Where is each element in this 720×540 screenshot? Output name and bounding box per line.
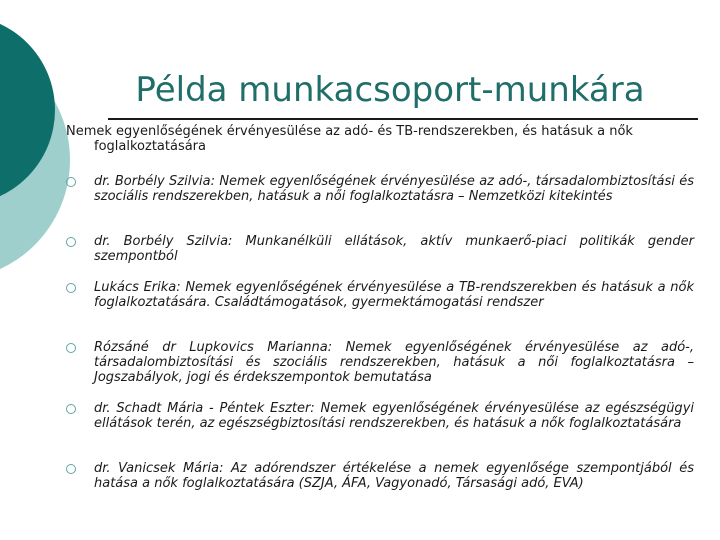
list-item-text: dr. Borbély Szilvia: Nemek egyenlőségének érvényesülése az adó-, társadalombiztosítási és szociális rendszerekben, hatásuk a női foglalkoztatásra – Nemzetközi kitekintés [94,174,694,204]
circle-bullet-icon [66,343,76,353]
intro-paragraph: Nemek egyenlőségének érvényesülése az adó- és TB-rendszerekben, és hatásuk a nők foglalkoztatására [66,124,633,154]
list-item-text: Rózsáné dr Lupkovics Marianna: Nemek egyenlőségének érvényesülése az adó-, társadalombiztosítási és szociális rendszerekben, hatásuk a női foglalkoztatásra – Jogszabályok, jogi és érdekszempontok bemutatása [94,340,694,385]
list-item-text: Lukács Erika: Nemek egyenlőségének érvényesülése a TB-rendszerekben és hatásuk a nők foglalkoztatására. Családtámogatások, gyermektámogatási rendszer [94,280,694,310]
circle-bullet-icon [66,404,76,414]
list-item-text: dr. Borbély Szilvia: Munkanélküli ellátások, aktív munkaerő-piaci politikák gender szempontból [94,234,694,264]
slide-title: Példa munkacsoport-munkára [135,70,645,110]
title-divider [108,118,698,120]
circle-bullet-icon [66,237,76,247]
circle-bullet-icon [66,283,76,293]
list-item-text: dr. Vanicsek Mária: Az adórendszer értékelése a nemek egyenlősége szempontjából és hatása a nők foglalkoztatására (SZJA, ÁFA, Vagyonadó, Társasági adó, EVA) [94,461,694,491]
circle-bullet-icon [66,177,76,187]
circle-bullet-icon [66,464,76,474]
list-item-text: dr. Schadt Mária - Péntek Eszter: Nemek egyenlőségének érvényesülése az egészségügyi ellátások terén, az egészségbiztosítási rendszerekben, és hatásuk a nők foglalkoztatására [94,401,694,431]
